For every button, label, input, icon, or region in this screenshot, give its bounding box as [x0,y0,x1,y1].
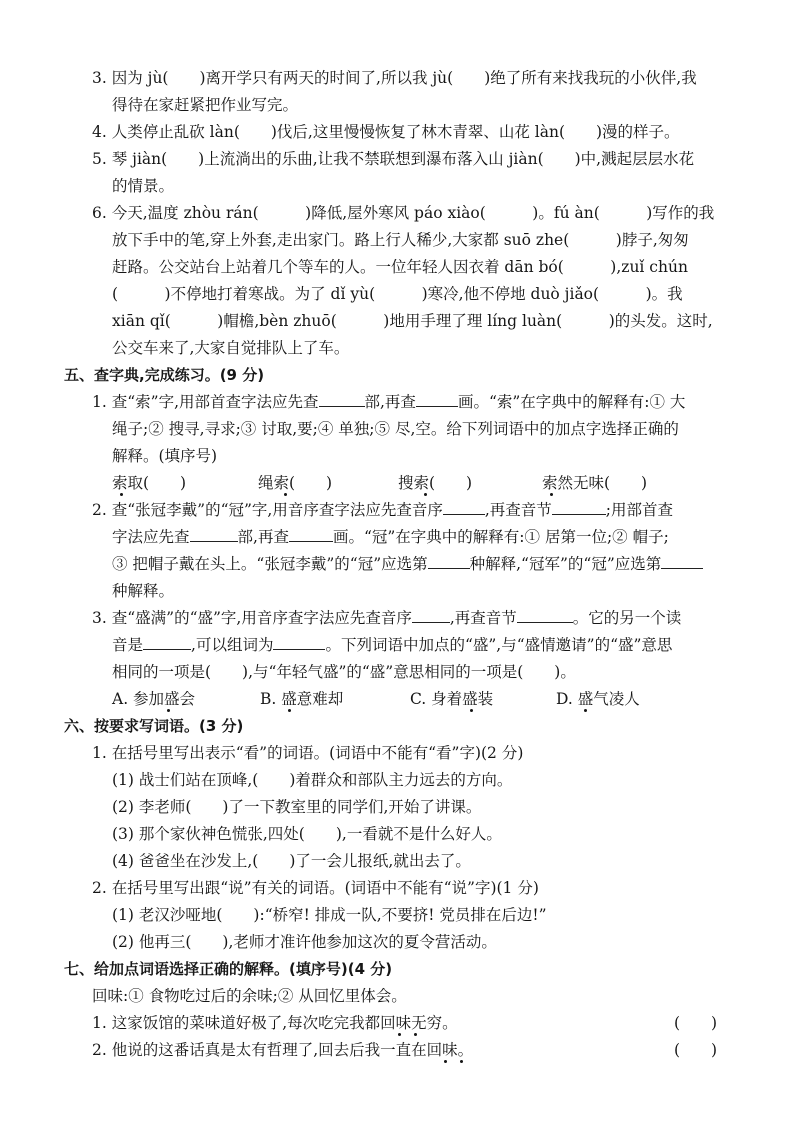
sec5-q1-line1 [92,390,685,414]
sec5-q2-line1 [92,498,673,522]
emphasis-dot [167,709,170,712]
q4-item5-line1: 5. 琴 jiàn( )上流淌出的乐曲,让我不禁联想到瀑布落入山 jiàn( )中,溅起层层水花 [92,150,695,168]
sec5-q3-text-c: 。它的另一个读 [572,609,682,627]
q4-item6-line4: ( )不停地打着寒战。为了 dǐ yù( )寒冷,他不停地 duò jiǎo( )。我 [112,285,683,303]
sec7-s1: 1. 这家饭馆的菜味道好极了,每次吃完我都回味无穷。 [92,1014,458,1032]
emphasis-dot [120,493,123,496]
section-6-title: 六、按要求写词语。(3 分) [64,717,244,735]
sec5-q2-text-g: ③ 把帽子戴在头上。“张冠李戴”的“冠”应选第 [112,555,428,573]
q4-item6-line3: 赶路。公交站台上站着几个等车的人。一位年轻人因衣着 dān bó( ),zuǐ chún [112,258,688,276]
sec6-q1-s3: (3) 那个家伙神色慌张,四处( ),一看就不是什么好人。 [112,825,502,843]
answer-blank[interactable] [552,498,606,515]
q4-item5-line2: 的情景。 [112,177,175,195]
sec5-q2-text-d: 字法应先查 [112,528,190,546]
answer-blank[interactable] [416,390,458,407]
option-d: D. 盛气凌人 [556,690,640,708]
sec5-word-1: 索取( ) [112,474,187,492]
sec6-q1-s4: (4) 爸爸坐在沙发上,( )了一会儿报纸,就出去了。 [112,852,471,870]
sec5-q3-line3: 相同的一项是( ),与“年轻气盛”的“盛”意思相同的一项是( )。 [112,663,576,681]
sec5-q1-text-a: 1. 查“索”字,用部首查字法应先查 [92,393,319,411]
sec5-q1-line2: 绳子;② 搜寻,寻求;③ 讨取,要;④ 单独;⑤ 尽,空。给下列词语中的加点字选择正确的 [112,420,679,438]
sec6-q1-s2: (2) 李老师( )了一下教室里的同学们,开始了讲课。 [112,798,482,816]
sec5-q3-text-d: 音是 [112,636,144,654]
option-b: B. 盛意难却 [260,690,344,708]
sec5-q1-line3: 解释。(填序号) [112,447,218,465]
q4-item3-line2: 得待在家赶紧把作业写完。 [112,96,299,114]
section-5-title: 五、查字典,完成练习。(9 分) [64,366,265,384]
q4-item3-line1: 3. 因为 jù( )离开学只有两天的时间了,所以我 jù( )绝了所有来找我玩的小伙伴,我 [92,69,697,87]
emphasis-dot [444,1060,447,1063]
option-c: C. 身着盛装 [410,690,494,708]
sec5-q3-line1 [92,606,681,630]
emphasis-dot [284,493,287,496]
sec6-q2-t1: (1) 老汉沙哑地( ):“桥窄! 排成一队,不要挤! 党员排在后边!” [112,906,547,924]
emphasis-dot [470,709,473,712]
answer-paren[interactable]: ( ) [674,1041,718,1059]
q4-item6-line1: 6. 今天,温度 zhòu rán( )降低,屋外寒风 páo xiào( )。fú àn( )写作的我 [92,204,715,222]
answer-blank[interactable] [517,606,573,623]
emphasis-dot [424,493,427,496]
emphasis-dot [414,1033,417,1036]
answer-blank[interactable] [443,498,485,515]
q4-item4-line1: 4. 人类停止乱砍 làn( )伐后,这里慢慢恢复了林木青翠、山花 làn( )漫的样子。 [92,123,680,141]
sec7-definition: 回味:① 食物吃过后的余味;② 从回忆里体会。 [92,987,407,1005]
sec5-q2-text-c: ;用部首查 [605,501,674,519]
sec5-q2-line4: 种解释。 [112,582,175,600]
answer-blank[interactable] [661,552,703,569]
sec5-word-4: 索然无味( ) [542,474,648,492]
emphasis-dot [550,493,553,496]
option-a: A. 参加盛会 [112,690,196,708]
sec6-q2: 2. 在括号里写出跟“说”有关的词语。(词语中不能有“说”字)(1 分) [92,879,539,897]
sec5-q2-line2 [112,525,669,549]
sec6-q2-t2: (2) 他再三( ),老师才准许他参加这次的夏令营活动。 [112,933,497,951]
emphasis-dot [288,709,291,712]
sec6-q1: 1. 在括号里写出表示“看”的词语。(词语中不能有“看”字)(2 分) [92,744,524,762]
answer-blank[interactable] [412,606,450,623]
sec5-q1-text-b: 部,再查 [364,393,416,411]
sec5-q2-line3 [112,552,703,576]
sec5-q2-text-h: 种解释,“冠军”的“冠”应选第 [469,555,662,573]
answer-blank[interactable] [428,552,470,569]
sec5-q3-line2 [112,633,672,657]
answer-paren[interactable]: ( ) [674,1014,718,1032]
answer-blank[interactable] [273,633,325,650]
sec5-q1-text-c: 画。“索”在字典中的解释有:① 大 [457,393,686,411]
emphasis-dot [398,1033,401,1036]
answer-blank[interactable] [143,633,191,650]
emphasis-dot [584,709,587,712]
answer-blank[interactable] [190,525,238,542]
sec6-q1-s1: (1) 战士们站在顶峰,( )着群众和部队主力远去的方向。 [112,771,513,789]
sec5-q2-text-b: ,再查音节 [484,501,552,519]
q4-item6-line2: 放下手中的笔,穿上外套,走出家门。路上行人稀少,大家都 suō zhe( )脖子,匆匆 [112,231,689,249]
section-7-title: 七、给加点词语选择正确的解释。(填序号)(4 分) [64,960,393,978]
q4-item6-line6: 公交车来了,大家自觉排队上了车。 [112,339,350,357]
sec5-word-3: 搜索( ) [398,474,473,492]
sec5-q2-text-e: 部,再查 [237,528,289,546]
sec5-q3-text-f: 。下列词语中加点的“盛”,与“盛情邀请”的“盛”意思 [325,636,673,654]
emphasis-dot [460,1060,463,1063]
sec5-q3-text-b: ,再查音节 [449,609,517,627]
answer-blank[interactable] [289,525,333,542]
q4-item6-line5: xiān qǐ( )帽檐,bèn zhuō( )地用手理了理 líng luàn( )的头发。这时, [112,312,713,330]
sec5-q2-text-f: 画。“冠”在字典中的解释有:① 居第一位;② 帽子; [332,528,669,546]
sec7-s2: 2. 他说的这番话真是太有哲理了,回去后我一直在回味。 [92,1041,474,1059]
answer-blank[interactable] [319,390,365,407]
sec5-word-2: 绳索( ) [258,474,333,492]
sec5-q3-text-a: 3. 查“盛满”的“盛”字,用音序查字法应先查音序 [92,609,412,627]
sec5-q2-text-a: 2. 查“张冠李戴”的“冠”字,用音序查字法应先查音序 [92,501,443,519]
sec5-q3-text-e: ,可以组词为 [191,636,274,654]
